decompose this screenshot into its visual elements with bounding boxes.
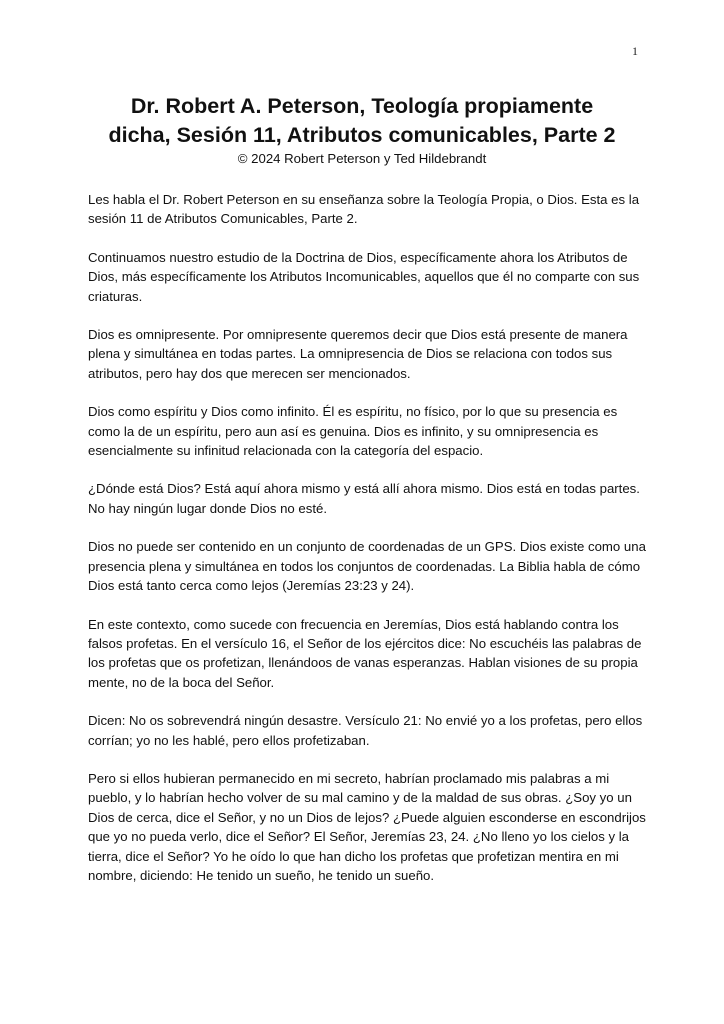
paragraph: Les habla el Dr. Robert Peterson en su enseñanza sobre la Teología Propia, o Dios. Esta es la sesión 11 de Atributos Comunicables, Parte 2. — [88, 192, 640, 227]
paragraph: Dios no puede ser contenido en un conjunto de coordenadas de un GPS. Dios existe como una presencia plena y simultánea en todos los conjuntos de coordenadas. La Biblia habla de cómo Dios está tanto cerca como lejos (Jeremías 23:23 y 24). — [88, 539, 646, 594]
paragraph: En este contexto, como sucede con frecuencia en Jeremías, Dios está hablando contra los falsos profetas. En el versículo 16, el Señor de los ejércitos dice: No escuchéis las palabras de los profetas que os profetizan, llenándoos de vanas esperanzas. Hablan visiones de su propia mente, no de la boca del Señor. — [88, 616, 642, 690]
paragraph: Dicen: No os sobrevendrá ningún desastre. Versículo 21: No envié yo a los profetas, pero ellos corrían; yo no les hablé, pero ellos profetizaban. — [88, 713, 643, 748]
document-body — [88, 190, 648, 904]
paragraph: ¿Dónde está Dios? Está aquí ahora mismo y está allí ahora mismo. Dios está en todas partes. No hay ningún lugar donde Dios no esté. — [88, 481, 640, 516]
document-title — [88, 92, 636, 150]
title-line-2: dicha, Sesión 11, Atributos comunicables, Parte 2 — [108, 123, 616, 147]
paragraph: Dios como espíritu y Dios como infinito. Él es espíritu, no físico, por lo que su presencia es como la de un espíritu, pero aun así es genuina. Dios es infinito, y su omnipresencia es esencialmente su infinitud relacionada con la categoría del espacio. — [88, 404, 618, 459]
paragraph: Pero si ellos hubieran permanecido en mi secreto, habrían proclamado mis palabras a mi pueblo, y lo habrían hecho volver de su mal camino y de la maldad de sus obras. ¿Soy yo un Dios de cerca, dice el Señor, y no un Dios de lejos? ¿Puede alguien esconderse en escondrijos que yo no pueda verlo, dice el Señor? El Señor, Jeremías 23, 24. ¿No lleno yo los cielos y la tierra, dice el Señor? Yo he oído lo que han dicho los profetas que profetizan mentira en mi nombre, diciendo: He tenido un sueño, he tenido un sueño. — [88, 770, 646, 883]
page-number: 1 — [632, 44, 638, 58]
paragraph: Continuamos nuestro estudio de la Doctrina de Dios, específicamente ahora los Atributos de Dios, más específicamente los Atributos Incomunicables, aquellos que él no comparte con sus criaturas. — [88, 249, 640, 304]
title-line-1: Dr. Robert A. Peterson, Teología propiamente — [130, 94, 594, 118]
copyright-line: © 2024 Robert Peterson y Ted Hildebrandt — [237, 151, 487, 166]
paragraph: Dios es omnipresente. Por omnipresente queremos decir que Dios está presente de manera plena y simultánea en todas partes. La omnipresencia de Dios se relaciona con todos sus atributos, pero hay dos que merecen ser mencionados. — [88, 327, 628, 381]
